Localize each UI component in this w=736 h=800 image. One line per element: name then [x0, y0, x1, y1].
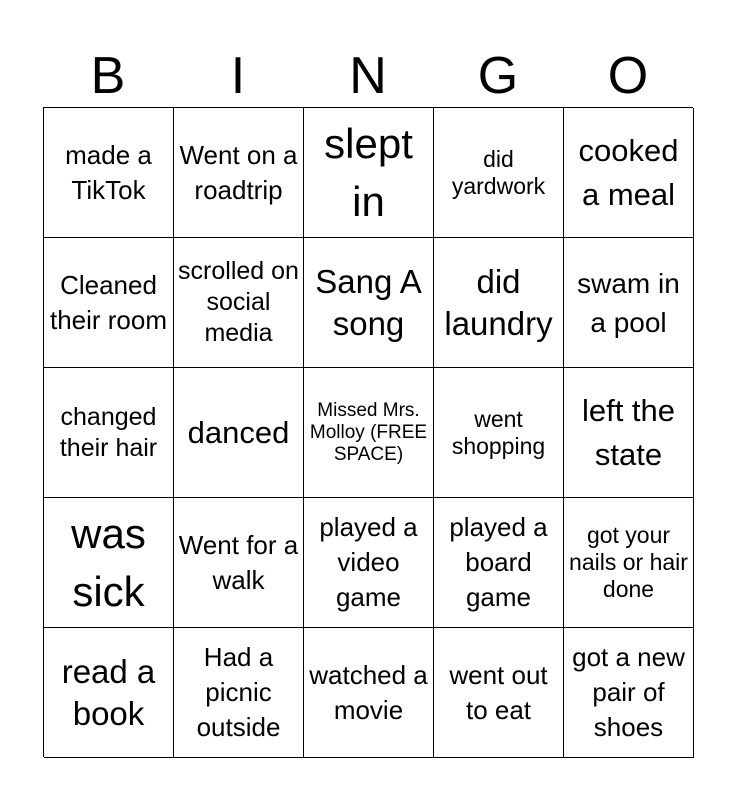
- bingo-cell[interactable]: played a video game: [304, 498, 434, 628]
- header-letter-i: I: [230, 47, 246, 105]
- free-space-cell[interactable]: Missed Mrs. Molloy (FREE SPACE): [304, 368, 434, 498]
- bingo-cell[interactable]: Had a picnic outside: [174, 628, 304, 758]
- bingo-cell[interactable]: went shopping: [434, 368, 564, 498]
- bingo-cell[interactable]: Sang A song: [304, 238, 434, 368]
- bingo-cell[interactable]: got a new pair of shoes: [564, 628, 694, 758]
- bingo-cell[interactable]: scrolled on social media: [174, 238, 304, 368]
- header-letter-b: B: [90, 47, 126, 105]
- bingo-cell[interactable]: read a book: [44, 628, 174, 758]
- bingo-cell[interactable]: left the state: [564, 368, 694, 498]
- bingo-header: [43, 46, 693, 106]
- bingo-cell[interactable]: watched a movie: [304, 628, 434, 758]
- header-letter-n: N: [349, 47, 387, 105]
- header-letter-o: O: [607, 47, 649, 105]
- bingo-cell[interactable]: changed their hair: [44, 368, 174, 498]
- bingo-cell[interactable]: Went for a walk: [174, 498, 304, 628]
- bingo-cell[interactable]: cooked a meal: [564, 108, 694, 238]
- bingo-cell[interactable]: did yardwork: [434, 108, 564, 238]
- bingo-cell[interactable]: went out to eat: [434, 628, 564, 758]
- bingo-card: [43, 107, 693, 757]
- header-letter-g: G: [477, 47, 519, 105]
- bingo-cell[interactable]: swam in a pool: [564, 238, 694, 368]
- bingo-cell[interactable]: was sick: [44, 498, 174, 628]
- bingo-cell[interactable]: danced: [174, 368, 304, 498]
- bingo-cell[interactable]: Cleaned their room: [44, 238, 174, 368]
- bingo-cell[interactable]: Went on a roadtrip: [174, 108, 304, 238]
- bingo-cell[interactable]: made a TikTok: [44, 108, 174, 238]
- bingo-cell[interactable]: slept in: [304, 108, 434, 238]
- bingo-cell[interactable]: got your nails or hair done: [564, 498, 694, 628]
- bingo-cell[interactable]: did laundry: [434, 238, 564, 368]
- bingo-cell[interactable]: played a board game: [434, 498, 564, 628]
